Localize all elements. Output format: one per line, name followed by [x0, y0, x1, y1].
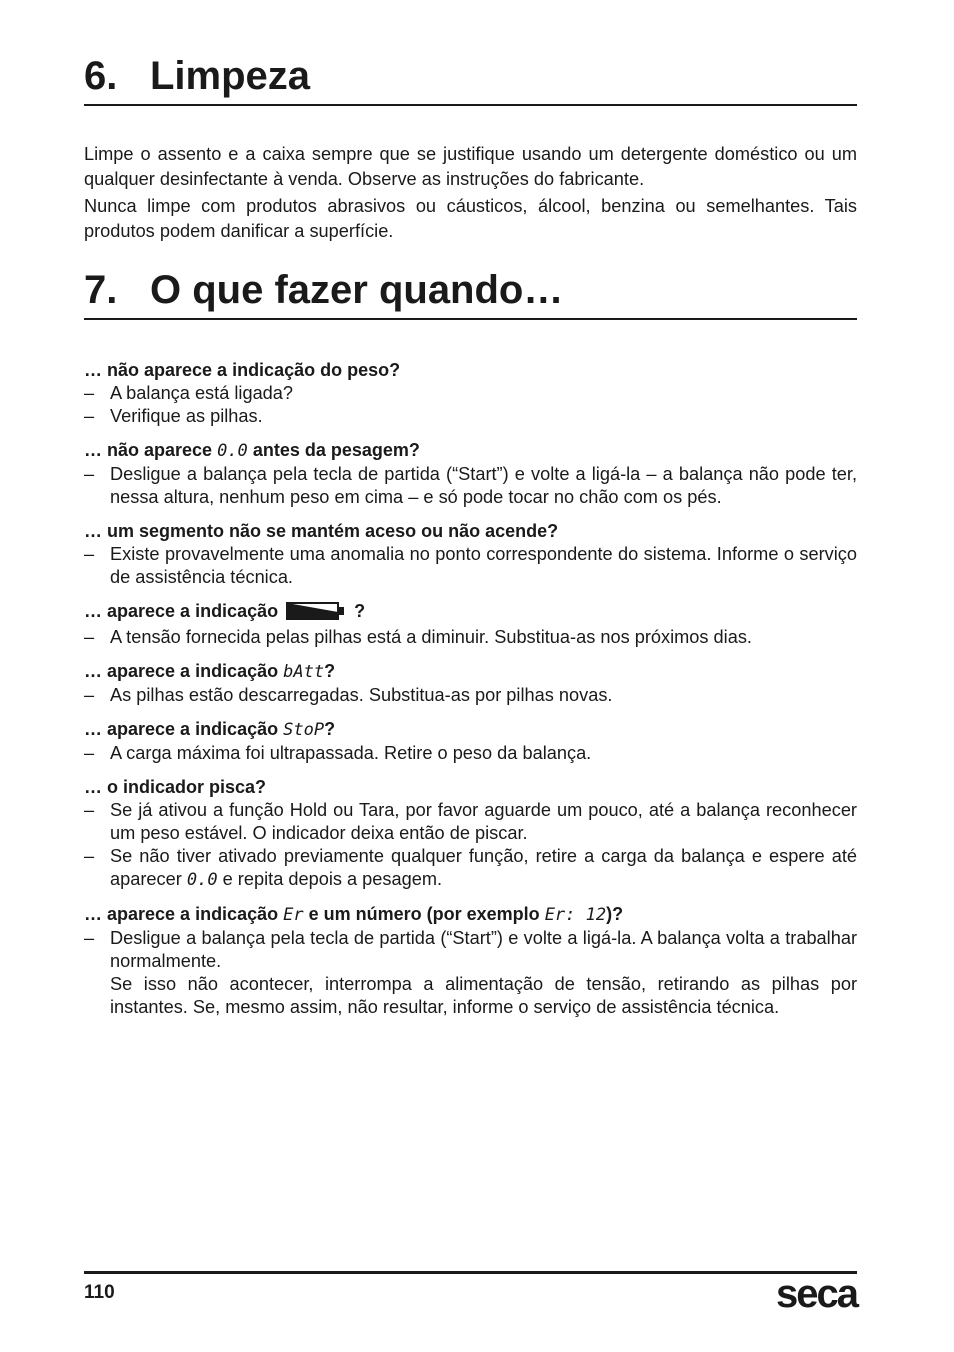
faq-batt — [84, 659, 857, 707]
lcd-display-text: 0.0 — [217, 441, 248, 461]
faq-question: … aparece a indicação bAtt? — [84, 661, 336, 682]
battery-low-icon — [286, 602, 346, 626]
faq-answer: – Existe provavelmente uma anomalia no ponto correspondente do sistema. Informe o serviço de assistência técnica. — [84, 544, 857, 587]
list-dash: – — [84, 743, 95, 763]
faq-battery-low — [84, 599, 857, 649]
faq-answer: – Verifique as pilhas. — [84, 406, 263, 426]
troubleshooting-list — [84, 358, 857, 1029]
faq-question: … aparece a indicação ? — [84, 599, 857, 626]
list-dash: – — [84, 464, 95, 484]
faq-answer: – Desligue a balança pela tecla de partida (“Start”) e volte a ligá-la. A balança volta a trabalhar normalmente. — [84, 928, 857, 971]
faq-question: … não aparece 0.0 antes da pesagem? — [84, 440, 420, 461]
section-6-number: 6. — [84, 54, 118, 98]
faq-answer-continued: Se isso não acontecer, interrompa a alimentação de tensão, retirando as pilhas por instantes. Se, mesmo assim, não resultar, informe o serviço de assistência técnica. — [110, 974, 857, 1017]
faq-answer: – Se já ativou a função Hold ou Tara, por favor aguarde um pouco, até a balança reconhecer um peso estável. O indicador deixa então de piscar. — [84, 800, 857, 843]
faq-answer: – Se não tiver ativado previamente qualquer função, retire a carga da balança e espere até aparecer 0.0 e repita depois a pesagem. — [84, 846, 857, 890]
faq-question: … um segmento não se mantém aceso ou não acende? — [84, 521, 559, 541]
list-dash: – — [84, 928, 95, 948]
cleaning-paragraph-2: Nunca limpe com produtos abrasivos ou cáusticos, álcool, benzina ou semelhantes. Tais produtos podem danificar a superfície. — [84, 196, 857, 241]
faq-no-weight — [84, 358, 857, 428]
section-6-heading — [84, 52, 857, 106]
faq-answer: – A carga máxima foi ultrapassada. Retire o peso da balança. — [84, 743, 592, 763]
list-dash: – — [84, 383, 95, 403]
faq-answer: – As pilhas estão descarregadas. Substitua-as por pilhas novas. — [84, 685, 613, 705]
list-dash: – — [84, 685, 95, 705]
list-dash: – — [84, 627, 95, 647]
lcd-display-text: Er — [283, 905, 304, 925]
faq-stop — [84, 717, 857, 765]
lcd-display-text: Er: 12 — [544, 905, 607, 925]
faq-question: … não aparece a indicação do peso? — [84, 360, 401, 380]
section-7-title: O que fazer quando… — [150, 268, 564, 312]
cleaning-paragraph-1: Limpe o assento e a caixa sempre que se justifique usando um detergente doméstico ou um qualquer desinfectante à venda. Observe as instruções do fabricante. — [84, 144, 857, 189]
list-dash: – — [84, 544, 95, 564]
lcd-display-text: StoP — [283, 720, 325, 740]
faq-no-zero — [84, 438, 857, 509]
faq-answer: – Desligue a balança pela tecla de partida (“Start”) e volte a ligá-la – a balança não pode ter, nessa altura, nenhum peso em cima – e só pode tocar no chão com os pés. — [84, 464, 857, 507]
section-7-heading — [84, 266, 857, 320]
faq-answer: – A balança está ligada? — [84, 383, 294, 403]
page-number: 110 — [84, 1282, 115, 1303]
list-dash: – — [84, 406, 95, 426]
faq-segment — [84, 519, 857, 589]
footer-rule — [84, 1271, 857, 1274]
faq-question: … aparece a indicação StoP? — [84, 719, 336, 740]
section-7-number: 7. — [84, 268, 118, 312]
list-dash: – — [84, 800, 95, 820]
faq-question: … aparece a indicação Er e um número (por exemplo Er: 12)? — [84, 904, 624, 925]
lcd-display-text: bAtt — [283, 662, 325, 682]
list-dash: – — [84, 846, 95, 866]
section-6-title: Limpeza — [150, 54, 311, 98]
faq-blinking — [84, 775, 857, 892]
seca-logo: seca — [776, 1272, 857, 1316]
lcd-display-text: 0.0 — [186, 870, 218, 890]
faq-error — [84, 902, 857, 1019]
faq-question: … o indicador pisca? — [84, 777, 267, 797]
faq-answer: – A tensão fornecida pelas pilhas está a diminuir. Substitua-as nos próximos dias. — [84, 627, 752, 647]
